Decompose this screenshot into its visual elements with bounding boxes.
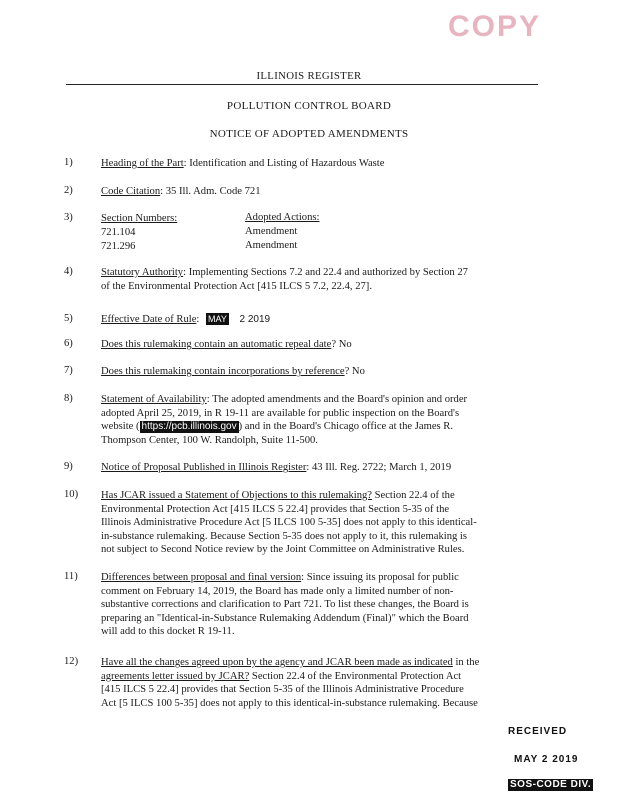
item-text: of the Environmental Protection Act [415 ILCS 5 7.2, 22.4, 27]. [101,280,372,292]
item-number: 4) [64,266,73,277]
received-date-stamp: MAY 2 2019 [514,754,579,765]
item-label: Differences between proposal and final version [101,572,302,583]
item-text: preparing an "Identical-in-Substance Rulemaking Addendum (Final)" which the Board [101,612,469,624]
register-heading: ILLINOIS REGISTER [256,70,362,82]
item-text: Section 22.4 of the Environmental Protection Act [249,670,462,682]
sos-code-text: SOS-CODE DIV. [510,779,592,790]
item-text: adopted April 25, 2019, in R 19-11 are available for public inspection on the Board's [101,407,460,419]
adopted-actions-header [245,212,319,223]
item-number: 1) [64,157,73,168]
item-label: Statutory Authority [101,267,184,278]
item-text: will add to this docket R 19-11. [101,626,235,638]
adopted-action: Amendment [245,226,298,237]
item-text: : Implementing Sections 7.2 and 22.4 and authorized by Section 27 [183,267,468,278]
item-text: : 43 Ill. Reg. 2722; March 1, 2019 [306,462,452,473]
item-text: : Identification and Listing of Hazardous Waste [183,158,385,169]
adopted-action: Amendment [245,240,298,251]
item-text: ? No [331,339,352,350]
item-label: Effective Date of Rule [101,314,197,325]
section-number: 721.104 [101,227,136,238]
item-text: in-substance rulemaking. Because Section 5-35 does not apply to it, this rulemaking is [101,530,468,542]
date-stamp-month: MAY [208,314,227,324]
header-rule [66,84,538,85]
item-code-citation [101,185,541,199]
item-jcar-objections [101,489,541,557]
item-statutory-authority [101,266,541,293]
notice-heading: NOTICE OF ADOPTED AMENDMENTS [209,128,409,140]
item-text: Thompson Center, 100 W. Randolph, Suite 11-500. [101,434,318,446]
item-notice-of-proposal [101,461,541,475]
item-text: in the [452,657,480,668]
item-label: Code Citation [101,186,161,197]
item-label: Heading of the Part [101,158,184,169]
item-number: 3) [64,212,73,223]
board-heading: POLLUTION CONTROL BOARD [226,100,392,112]
item-label: Notice of Proposal Published in Illinois Register [101,462,307,473]
item-number: 11) [64,571,78,582]
item-label: Does this rulemaking contain incorporations by reference [101,366,345,377]
column-header: Adopted Actions: [245,212,320,223]
item-number: 6) [64,338,73,349]
section-numbers-header [101,212,241,226]
item-text: comment on February 14, 2019, the Board has made only a limited number of non- [101,585,454,597]
item-text: website ( [101,421,140,433]
item-repeal-date [101,338,541,352]
column-header: Section Numbers: [101,213,178,224]
item-text: : [196,314,200,325]
item-number: 9) [64,461,73,472]
received-stamp: RECEIVED [508,726,568,737]
item-number: 10) [64,489,79,500]
item-text: : 35 Ill. Adm. Code 721 [160,186,261,197]
item-label: Has JCAR issued a Statement of Objections to this rulemaking? [101,490,372,501]
sos-code-stamp [508,779,593,791]
section-number: 721.296 [101,241,136,252]
item-text: [415 ILCS 5 22.4] provides that Section 5-35 of the Illinois Administrative Procedure [101,684,464,696]
item-text: substantive corrections and clarification to Part 721. To list these changes, the Board is [101,599,469,611]
item-text: Illinois Administrative Procedure Act [5 ILCS 100 5-35] does not apply to this identical- [101,517,477,529]
item-text: Act [5 ILCS 100 5-35] does not apply to this identical-in-substance rulemaking. Because [101,697,478,709]
item-number: 12) [64,656,79,667]
copy-stamp: COPY [448,10,542,43]
item-number: 5) [64,313,73,324]
item-incorporations [101,365,541,379]
item-text: : Since issuing its proposal for public [301,572,459,583]
item-jcar-changes [101,656,541,710]
item-text: ) and in the Board's Chicago office at the James R. [238,421,454,433]
item-text: ? No [344,366,365,377]
item-label: agreements letter issued by JCAR? [101,670,250,682]
item-effective-date [101,313,541,327]
item-number: 2) [64,185,73,196]
item-text: not subject to Second Notice review by the Joint Committee on Administrative Rules. [101,544,465,556]
item-number: 8) [64,393,73,404]
item-label: Statement of Availability [101,394,207,405]
item-heading-of-part [101,157,541,171]
item-text: Section 22.4 of the [371,490,455,501]
item-text: Environmental Protection Act [415 ILCS 5 22.4] provides that Section 5-35 of the [101,503,450,515]
item-text: : The adopted amendments and the Board's opinion and order [206,394,468,405]
date-stamp-day: 2 2019 [239,314,271,325]
item-differences [101,571,541,639]
item-label: Does this rulemaking contain an automatic repeal date [101,339,332,350]
item-label: Have all the changes agreed upon by the agency and JCAR been made as indicated [101,657,453,668]
board-website-link[interactable]: https://pcb.illinois.gov [141,421,237,433]
item-statement-of-availability [101,393,541,447]
item-number: 7) [64,365,73,376]
